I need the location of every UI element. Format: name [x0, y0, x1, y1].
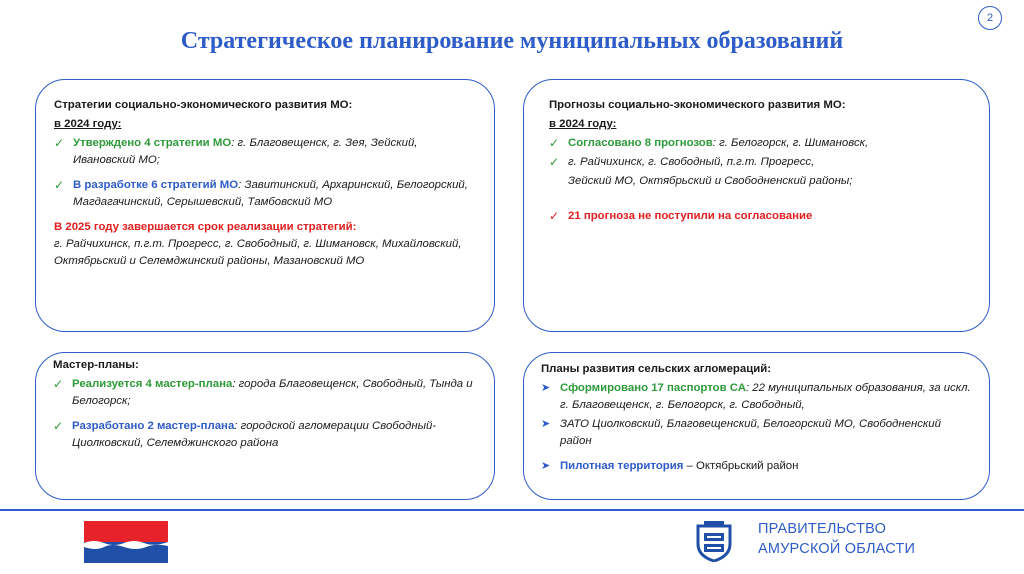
- list-item: [549, 154, 973, 171]
- arrow-icon: ➤: [541, 418, 551, 430]
- arrow-icon: ➤: [541, 460, 551, 472]
- implementing-label: Реализуется 4 мастер-плана: [72, 378, 233, 390]
- check-icon: ✓: [549, 155, 560, 169]
- page-title: Стратегическое планирование муниципальных образований: [180, 28, 844, 54]
- flag-icon: [84, 521, 168, 563]
- pilot-label: Пилотная территория: [560, 460, 684, 472]
- implementing-text: : города Благовещенск, Свободный, Тында и Белогорск;: [72, 378, 473, 407]
- agreed-label: Согласовано 8 прогнозов: [568, 137, 713, 149]
- list-item: [53, 418, 478, 452]
- list-item: [549, 173, 973, 190]
- page-number: 2: [978, 6, 1002, 30]
- list-item: [53, 376, 478, 410]
- expiring-text: г. Райчихинск, п.г.т. Прогресс, г. Свободный, г. Шимановск, Михайловский, Октябрьский и Селемджинский районы, Мазановский МО: [54, 238, 462, 267]
- forecasts-panel: [523, 79, 990, 332]
- agreed-line3: Зейский МО, Октябрьский и Свободненский районы;: [568, 175, 853, 187]
- strategies-year: в 2024 году:: [54, 118, 122, 130]
- list-item: [549, 208, 973, 225]
- gov-line1: ПРАВИТЕЛЬСТВО: [758, 521, 887, 537]
- zato-text: ЗАТО Циолковский, Благовещенский, Белогорский МО, Свободненский район: [560, 418, 941, 447]
- expiring-block: [54, 219, 478, 270]
- developing-text: : Завитинский, Архаринский, Белогорский, Магдагачинский, Серышевский, Тамбовский МО: [73, 179, 468, 208]
- list-item: [541, 458, 973, 475]
- list-item: [54, 135, 478, 169]
- arrow-icon: ➤: [541, 382, 551, 394]
- developed-text: : городской агломерации Свободный-Циолковский, Селемджинского района: [72, 420, 437, 449]
- developing-label: В разработке 6 стратегий МО: [73, 179, 239, 191]
- emblem-icon: [694, 520, 734, 562]
- approved-label: Утверждено 4 стратегии МО: [73, 137, 232, 149]
- forecasts-heading: Прогнозы социально-экономического развития МО:: [549, 99, 846, 111]
- approved-text: : г. Благовещенск, г. Зея, Зейский, Ивановский МО;: [73, 137, 418, 166]
- agreed-line2: г. Райчихинск, г. Свободный, п.г.т. Прогресс,: [568, 156, 815, 168]
- check-icon: ✓: [549, 136, 560, 150]
- pilot-text: – Октябрьский район: [683, 460, 799, 472]
- formed-label: Сформировано 17 паспортов СА: [560, 382, 746, 394]
- master-plans-panel: [35, 352, 495, 500]
- list-item: [541, 416, 973, 450]
- check-icon: ✓: [549, 209, 560, 223]
- list-item: [541, 380, 973, 414]
- not-received-text: 21 прогноза не поступили на согласование: [568, 210, 813, 222]
- list-item: [54, 177, 478, 211]
- list-item: [549, 135, 973, 152]
- agglomerations-panel: [523, 352, 990, 500]
- check-icon: ✓: [54, 136, 65, 150]
- gov-line2: АМУРСКОЙ ОБЛАСТИ: [758, 541, 916, 557]
- check-icon: ✓: [53, 377, 64, 391]
- check-icon: ✓: [53, 419, 64, 433]
- agglomerations-heading: Планы развития сельских агломераций:: [541, 363, 772, 375]
- developed-label: Разработано 2 мастер-плана: [72, 420, 235, 432]
- formed-text: : 22 муниципальных образования, за искл. г. Благовещенск, г. Белогорск, г. Свободный,: [560, 382, 971, 411]
- master-plans-heading: Мастер-планы:: [53, 359, 139, 371]
- footer-divider: [0, 509, 1024, 511]
- agreed-text: : г. Белогорск, г. Шимановск,: [712, 137, 869, 149]
- strategies-panel: [35, 79, 495, 332]
- strategies-heading: Стратегии социально-экономического развития МО:: [54, 99, 353, 111]
- forecasts-year: в 2024 году:: [549, 118, 617, 130]
- check-icon: ✓: [54, 178, 65, 192]
- government-label: [758, 519, 915, 559]
- expiring-label: В 2025 году завершается срок реализации стратегий:: [54, 221, 357, 233]
